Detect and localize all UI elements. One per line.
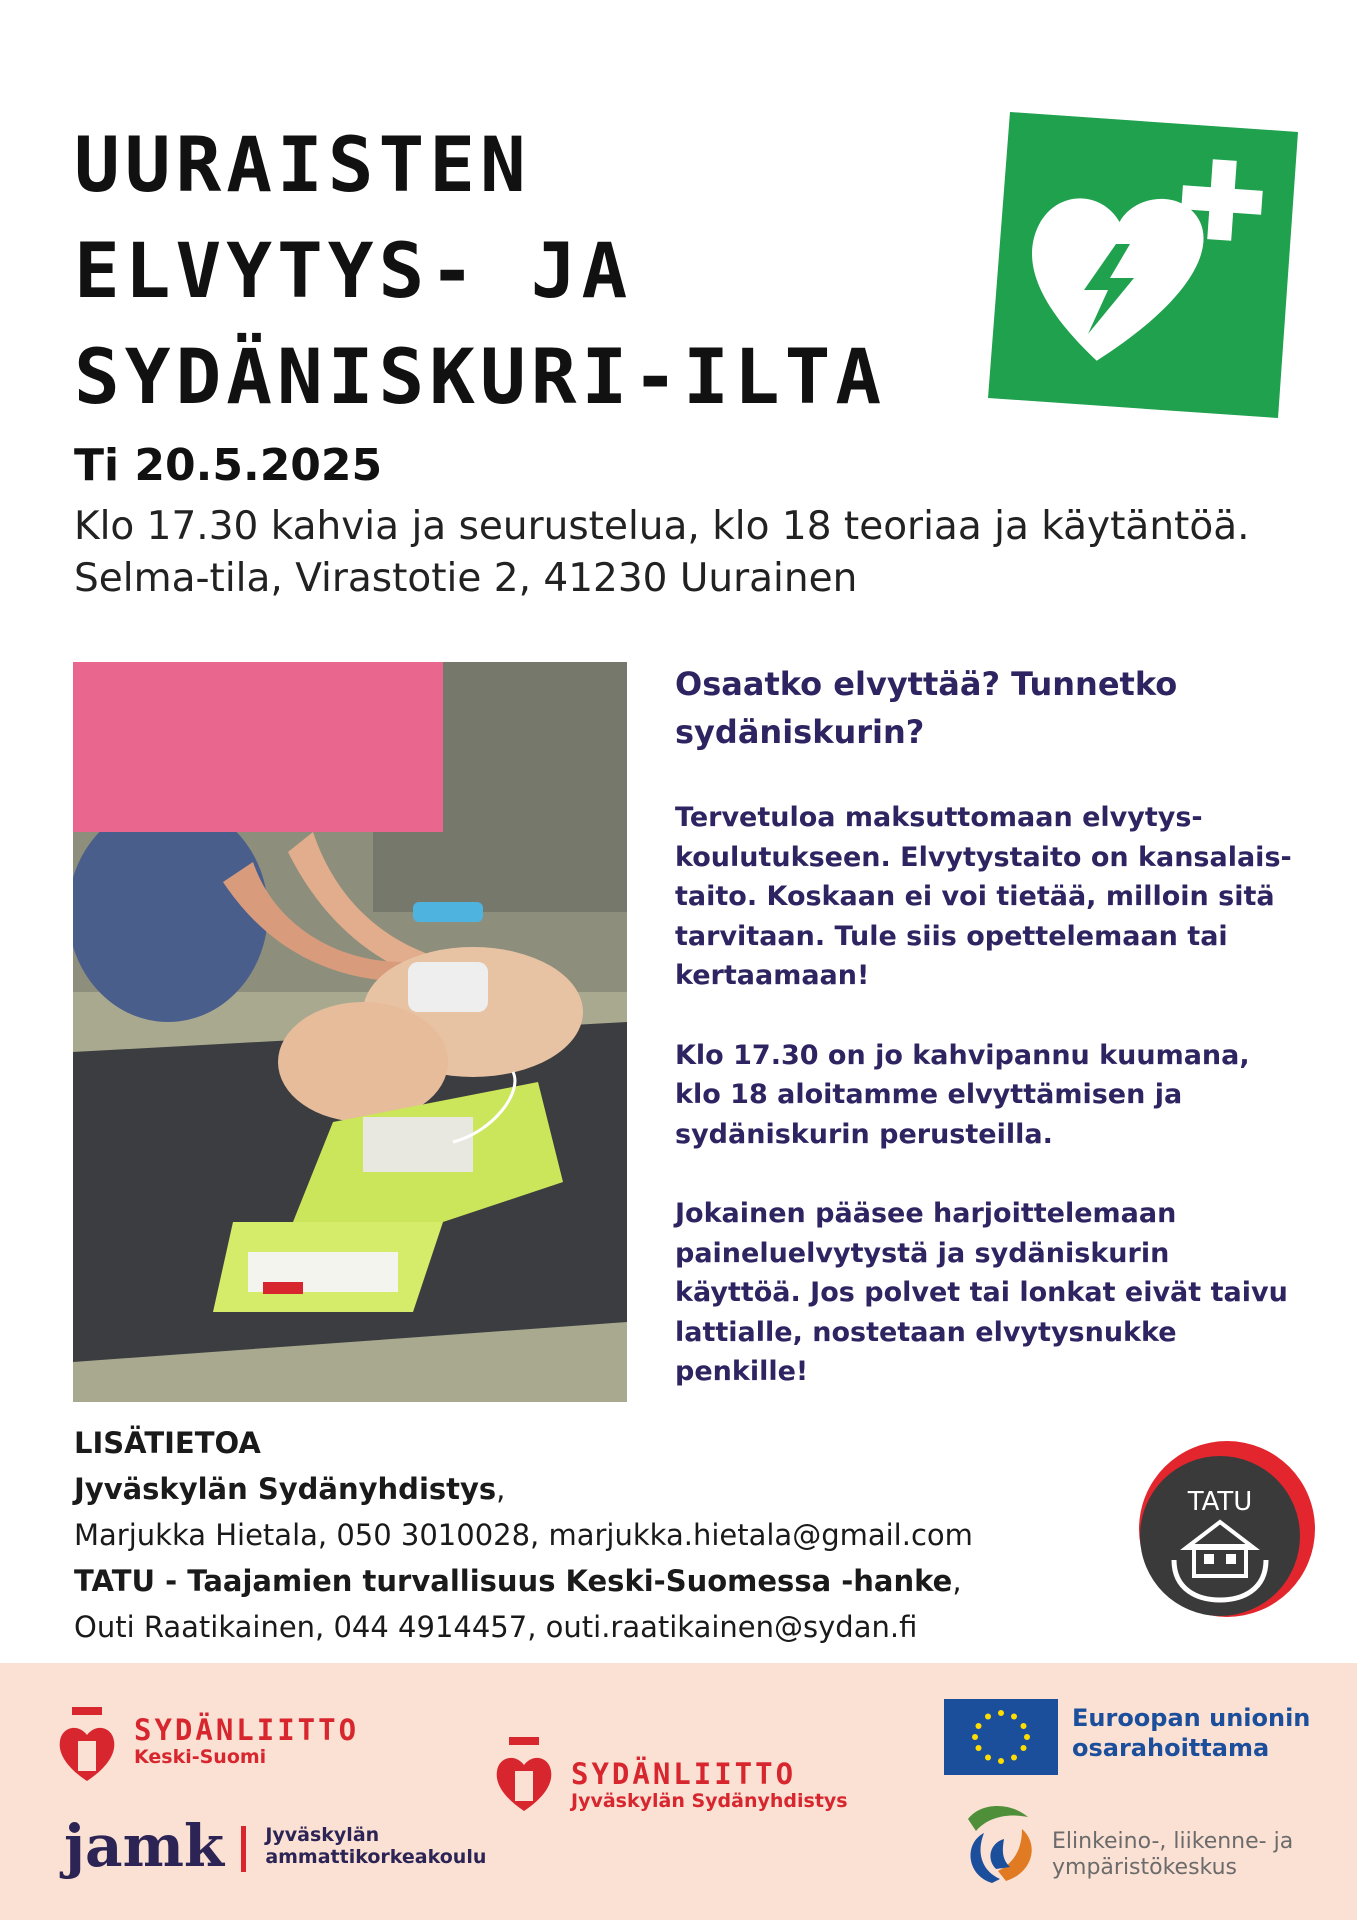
jamk-sub-2: ammattikorkeakoulu	[265, 1846, 487, 1868]
eu-text-2: osarahoittama	[1072, 1734, 1270, 1762]
sydanliitto-sub-2: Jyväskylän Sydänyhdistys	[571, 1790, 848, 1812]
ely-leaf-icon	[962, 1799, 1042, 1885]
ely-text-2: ympäristökeskus	[1052, 1855, 1238, 1880]
jamk-sub-1: Jyväskylän	[265, 1824, 380, 1846]
event-schedule: Klo 17.30 kahvia ja seurustelua, klo 18 teoriaa ja käytäntöä.	[74, 504, 1250, 549]
aed-defibrillator-icon	[988, 112, 1298, 418]
tatu-logo	[1138, 1440, 1316, 1618]
info-heading: LISÄTIETOA	[74, 1426, 261, 1460]
contact-1: Marjukka Hietala, 050 3010028, marjukka.hietala@gmail.com	[74, 1518, 973, 1552]
intro-section	[675, 660, 1295, 1432]
org-1-line	[74, 1466, 973, 1512]
jamk-divider	[241, 1826, 246, 1872]
title-line-1: UURAISTEN	[74, 120, 531, 209]
eu-flag-icon	[944, 1699, 1058, 1775]
intro-paragraph-2: Klo 17.30 on jo kahvipannu kuumana, klo 18 aloitamme elvyttämisen ja sydäniskurin perusteilla.	[675, 1039, 1250, 1150]
org-2-name: TATU - Taajamien turvallisuus Keski-Suomessa -hanke	[74, 1564, 953, 1598]
cpr-training-photo	[73, 662, 627, 1402]
contact-2: Outi Raatikainen, 044 4914457, outi.raatikainen@sydan.fi	[74, 1610, 918, 1644]
jamk-logo	[64, 1812, 487, 1880]
intro-paragraph-1: Tervetuloa maksuttomaan elvytys-koulutukseen. Elvytystaito on kansalais-taito. Koskaan ei voi tietää, milloin sitä tarvitaan. Tule siis opettelemaan tai kertaamaan!	[675, 802, 1292, 991]
intro-paragraph-3: Jokainen pääsee harjoittelemaan paineluelvytystä ja sydäniskurin käyttöä. Jos polvet tai lonkat eivät taivu lattialle, nostetaan elvytysnukke penkille!	[675, 1198, 1288, 1387]
title-line-3: SYDÄNISKURI-ILTA	[74, 332, 887, 421]
sydanliitto-sub-1: Keski-Suomi	[134, 1746, 267, 1768]
sydanliitto-heart-icon	[493, 1737, 555, 1815]
event-title	[74, 112, 886, 430]
eu-text-1: Euroopan unionin	[1072, 1704, 1311, 1732]
contact-info	[74, 1420, 973, 1650]
footer-logos	[0, 1663, 1357, 1920]
comma: ,	[496, 1472, 506, 1506]
tatu-logo-text: TATU	[1187, 1487, 1253, 1517]
ely-text-1: Elinkeino-, liikenne- ja	[1052, 1829, 1294, 1854]
event-location: Selma-tila, Virastotie 2, 41230 Uurainen	[74, 556, 858, 601]
event-date: Ti 20.5.2025	[74, 440, 383, 491]
jamk-wordmark: jamk	[64, 1812, 225, 1880]
org-2-line	[74, 1558, 973, 1604]
org-1-name: Jyväskylän Sydänyhdistys	[74, 1472, 497, 1506]
sydanliitto-name-2: SYDÄNLIITTO	[571, 1757, 797, 1791]
intro-heading: Osaatko elvyttää? Tunnetko sydäniskurin?	[675, 665, 1178, 751]
sydanliitto-heart-icon	[56, 1707, 118, 1785]
title-line-2: ELVYTYS- JA	[74, 226, 633, 315]
comma: ,	[952, 1564, 962, 1598]
sydanliitto-name-1: SYDÄNLIITTO	[134, 1713, 360, 1747]
